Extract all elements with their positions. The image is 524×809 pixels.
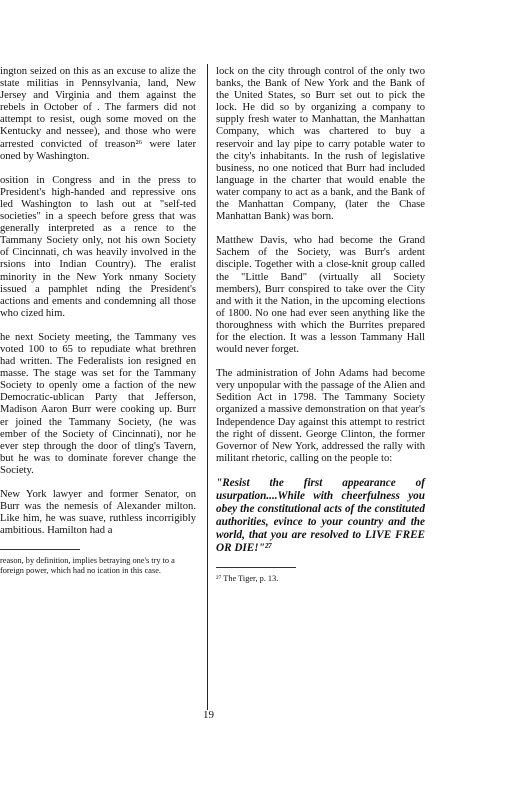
right-paragraph-2: Matthew Davis, who had become the Grand Sachem of the Society, was Burr's ardent disciple. Together with a close-knit group called the "Little Band" (virtually all Society members), Burr conspired to take over the City and with it the Nation, in the upcoming elections of 1800. No one had ever seen anything like the thoroughness with which the Burrites prepared for the election. It was a lesson Tammany Hall would never forget. [216,235,425,356]
right-column [216,66,425,584]
right-paragraph-3: The administration of John Adams had become very unpopular with the passage of the Alien and Sedition Act in 1798. The Tammany Society organized a massive demonstration on that year's Independence Day against this attempt to restrict the right of dissent. George Clinton, the former Governor of New York, addressed the rally with militant rhetoric, calling on the people to: [216,368,425,464]
left-paragraph-2: osition in Congress and in the press to President's high-handed and repressive ons led Washington to lash out at "self-ted societies" in a speech before gress that was generally interpreted as a rence to the Tammany Society only, not his own Society of Cincinnati, ch was heavily involved in the rsions into Indian Country). The eralist minority in the New York nmany Society issued a pamphlet nding the President's actions and ements and condemning all those who cized him. [0,174,196,319]
right-footnote: ²⁷ The Tiger, p. 13. [216,573,279,583]
left-paragraph-4: New York lawyer and former Senator, on Burr was the nemesis of Alexander milton. Like him, he was suave, ruthless incorrigibly ambitious. Hamilton had a [0,489,196,537]
right-paragraph-1: lock on the city through control of the only two banks, the Bank of New York and the Bank of the United States, so Burr set out to pick the lock. He did so by organizing a company to supply fresh water to Manhattan, the Manhattan Company, which was chartered to buy a reservoir and lay pipe to carry potable water to the city's inhabitants. In the rush of legislative business, no one noticed that Burr had included language in the charter that would enable the water company to act as a bank, and the Bank of the Manhattan Company, (later the Chase Manhattan Bank) was born. [216,66,425,223]
right-footnote-rule [216,567,296,568]
clinton-quote: "Resist the first appearance of usurpation....While with cheerfulness you obey the constitutional acts of the constituted authorities, evince to your country and the world, that you are resolved to LIVE FREE OR DIE!"²⁷ [216,476,425,554]
left-footnote: reason, by definition, implies betraying one's try to a foreign power, which had no ication in this case. [0,556,175,576]
left-column [0,66,196,576]
left-paragraph-3: he next Society meeting, the Tammany ves voted 100 to 65 to repudiate what brethren had written. The Federalists ion resigned en masse. The stage was set for the Tammany Society to openly ome a faction of the new Democratic-ublican Party that Jefferson, Madison Aaron Burr were cooking up. Burr er joined the Tammany Society, (he was ember of the Society of Cincinnati), nor he ever step through the door of tling's Tavern, but he was to dominate forever change the Society. [0,331,196,476]
column-divider [207,64,208,710]
left-footnote-rule [0,549,80,550]
page-number: 19 [203,709,214,721]
left-paragraph-1: ington seized on this as an excuse to alize the state militias in Pennsylvania, land, New Jersey and Virginia and them against the rebels in October of . The farmers did not attempt to resist, ough some moved on the Kentucky and nessee), and those who were arrested convicted of treason²⁶ were later oned by Washington. [0,66,196,162]
